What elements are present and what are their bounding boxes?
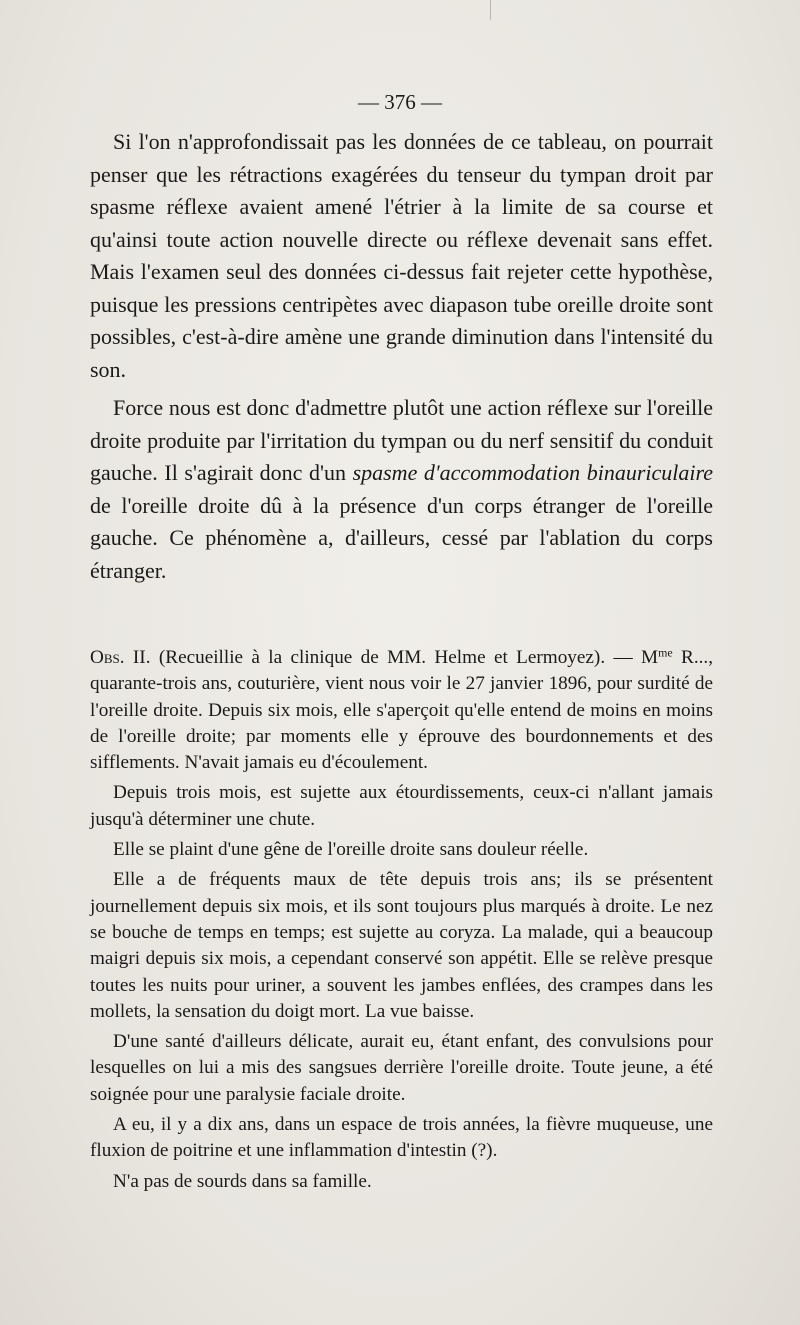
- italic-term: spasme d'accommodation binauriculaire: [352, 460, 714, 485]
- observation-section: [90, 645, 713, 1199]
- paragraph-text-end: de l'oreille droite dû à la présence d'un corps étranger de l'oreille gauche. Ce phénomène a, d'ailleurs, cessé par l'ablation du corps étranger.: [90, 492, 713, 583]
- page-number: — 376 —: [358, 90, 442, 114]
- observation-history: R..., quarante-trois ans, couturière, vient nous voir le 27 janvier 1896, pour surdité de l'oreille droite. Depuis six mois, elle s'aperçoit qu'elle entend de moins en moins de l'oreille droite; par moments elle y éprouve des bourdonnements et des sifflements. N'avait jamais eu d'écoulement.: [90, 647, 714, 774]
- observation-discomfort: Elle se plaint d'une gêne de l'oreille droite sans douleur réelle.: [113, 839, 589, 861]
- paragraph-action-reflexe: [90, 392, 713, 587]
- observation-family: N'a pas de sourds dans sa famille.: [113, 1170, 372, 1192]
- observation-headaches: Elle a de fréquents maux de tête depuis trois ans; ils se présentent journellement depuis six mois, et ils sont toujours plus marqués à droite. Le nez se bouche de temps en temps; est sujette au coryza. La malade, qui a beaucoup maigri depuis six mois, a cependant conservé son appétit. Elle se relève presque toutes les nuits pour uriner, a souvent les jambes enflées, des crampes dans les mollets, la sensation du doigt mort. La vue baisse.: [90, 869, 713, 1022]
- observation-health: D'une santé d'ailleurs délicate, aurait eu, étant enfant, des convulsions pour lesquelles on lui a mis des sangsues derrière l'oreille droite. Toute jeune, a été soignée pour une paralysie faciale droite.: [90, 1031, 713, 1105]
- observation-vertigo: Depuis trois mois, est sujette aux étourdissements, ceux-ci n'allant jamais jusqu'à déterminer une chute.: [90, 782, 713, 830]
- patient-title: [641, 647, 673, 668]
- observation-intro: [90, 645, 713, 776]
- paragraph-tableau: Si l'on n'approfondissait pas les données de ce tableau, on pourrait penser que les rétractions exagérées du tenseur du tympan droit par spasme réflexe avaient amené l'étrier à la limite de sa course et qu'ainsi toute action nouvelle directe ou réflexe devenait sans effet. Mais l'examen seul des données ci-dessus fait rejeter cette hypothèse, puisque les pressions centripètes avec diapason tube oreille droite sont possibles, c'est-à-dire amène une grande diminution dans l'intensité du son.: [90, 129, 713, 382]
- observation-source: (Recueillie à la clinique de MM. Helme et Lermoyez). —: [158, 647, 633, 668]
- patient-title-base: M: [641, 647, 659, 668]
- page-edge-line: [490, 0, 491, 20]
- patient-title-sup: me: [658, 645, 673, 660]
- observation-illnesses: A eu, il y a dix ans, dans un espace de trois années, la fièvre muqueuse, une fluxion de poitrine et une inflammation d'intestin (?).: [90, 1114, 713, 1162]
- paragraph-text-start: Force nous est donc d'admettre plutôt une action réflexe sur l'oreille droite produite par l'irritation du tympan ou du nerf sensitif du conduit gauche. Il s'agirait donc d'un: [90, 395, 713, 485]
- main-text: [90, 126, 713, 593]
- observation-label: Obs. II.: [90, 647, 151, 668]
